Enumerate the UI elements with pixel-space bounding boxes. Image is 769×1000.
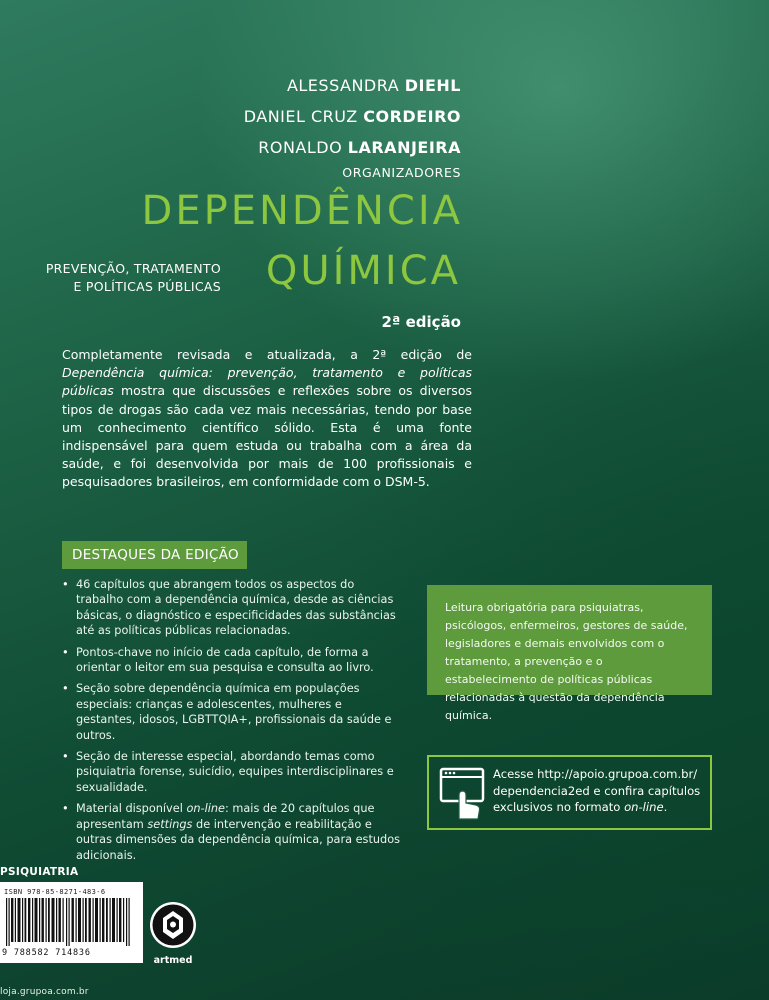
book-title-line-2: QUÍMICA (265, 248, 461, 294)
barcode-image (2, 898, 141, 946)
book-subtitle: PREVENÇÃO, TRATAMENTO E POLÍTICAS PÚBLICAS (45, 261, 221, 294)
online-access-text: Acesse http://apoio.grupoa.com.br/ dependencia2ed e confira capítulos exclusivos no formato on-line. (493, 767, 701, 814)
publisher-logo-text: artmed (153, 955, 193, 966)
authors-block (244, 70, 461, 180)
highlight-item: • Seção sobre dependência química em populações especiais: crianças e adolescentes, mulheres e gestantes, idosos, LGBTTQIA+, profissionais da saúde e outros. (62, 681, 402, 743)
author-3: RONALDO LARANJEIRA (258, 138, 461, 157)
book-title-line-1: DEPENDÊNCIA (141, 188, 463, 234)
highlight-item: • Material disponível on-line: mais de 20 capítulos que apresentam settings de intervenção e reabilitação e outras dimensões da dependência química, para estudos adicionais. (62, 801, 402, 863)
barcode-block (0, 882, 143, 963)
artmed-logo (148, 882, 198, 968)
required-reading-box: Leitura obrigatória para psiquiatras, psicólogos, enfermeiros, gestores de saúde, legisladores e demais envolvidos com o tratamento, a prevenção e o estabelecimento de políticas públicas relacionadas à questão da dependência química. (427, 585, 712, 695)
author-2: DANIEL CRUZ CORDEIRO (243, 107, 461, 126)
store-url: loja.grupoa.com.br (0, 987, 89, 997)
highlight-item: • Pontos-chave no início de cada capítulo, de forma a orientar o leitor em sua pesquisa e consulta ao livro. (62, 645, 402, 676)
click-screen-icon (439, 765, 485, 821)
highlight-item: • Seção de interesse especial, abordando temas como psiquiatria forense, suicídio, equipes interdisciplinares e sexualidade. (62, 749, 402, 795)
barcode-number: 9 788582 714836 (2, 948, 91, 958)
highlights-header: DESTAQUES DA EDIÇÃO (62, 541, 247, 569)
organizers-label: ORGANIZADORES (342, 165, 461, 180)
book-description: Completamente revisada e atualizada, a 2ª edição de Dependência química: prevenção, tratamento e políticas públicas mostra que discussões e reflexões sobre os diversos tipos de drogas são cada vez mais necessárias, tendo por base um conhecimento científico sólido. Esta é uma fonte indispensável para quem estuda ou trabalha com a área da saúde, e foi desenvolvida por mais de 100 profissionais e pesquisadores brasileiros, em conformidade com o DSM-5. (62, 347, 472, 490)
edition-label: 2ª edição (381, 313, 461, 331)
author-1: ALESSANDRA DIEHL (286, 76, 461, 95)
isbn-text: ISBN 978-85-8271-483-6 (4, 888, 106, 896)
category-label: PSIQUIATRIA (0, 866, 79, 878)
highlight-item: • 46 capítulos que abrangem todos os aspectos do trabalho com a dependência química, desde as ciências básicas, o diagnóstico e especificidades das substâncias até as políticas públicas relacionadas. (62, 577, 402, 639)
highlights-list (62, 577, 402, 869)
online-access-box (427, 755, 712, 830)
